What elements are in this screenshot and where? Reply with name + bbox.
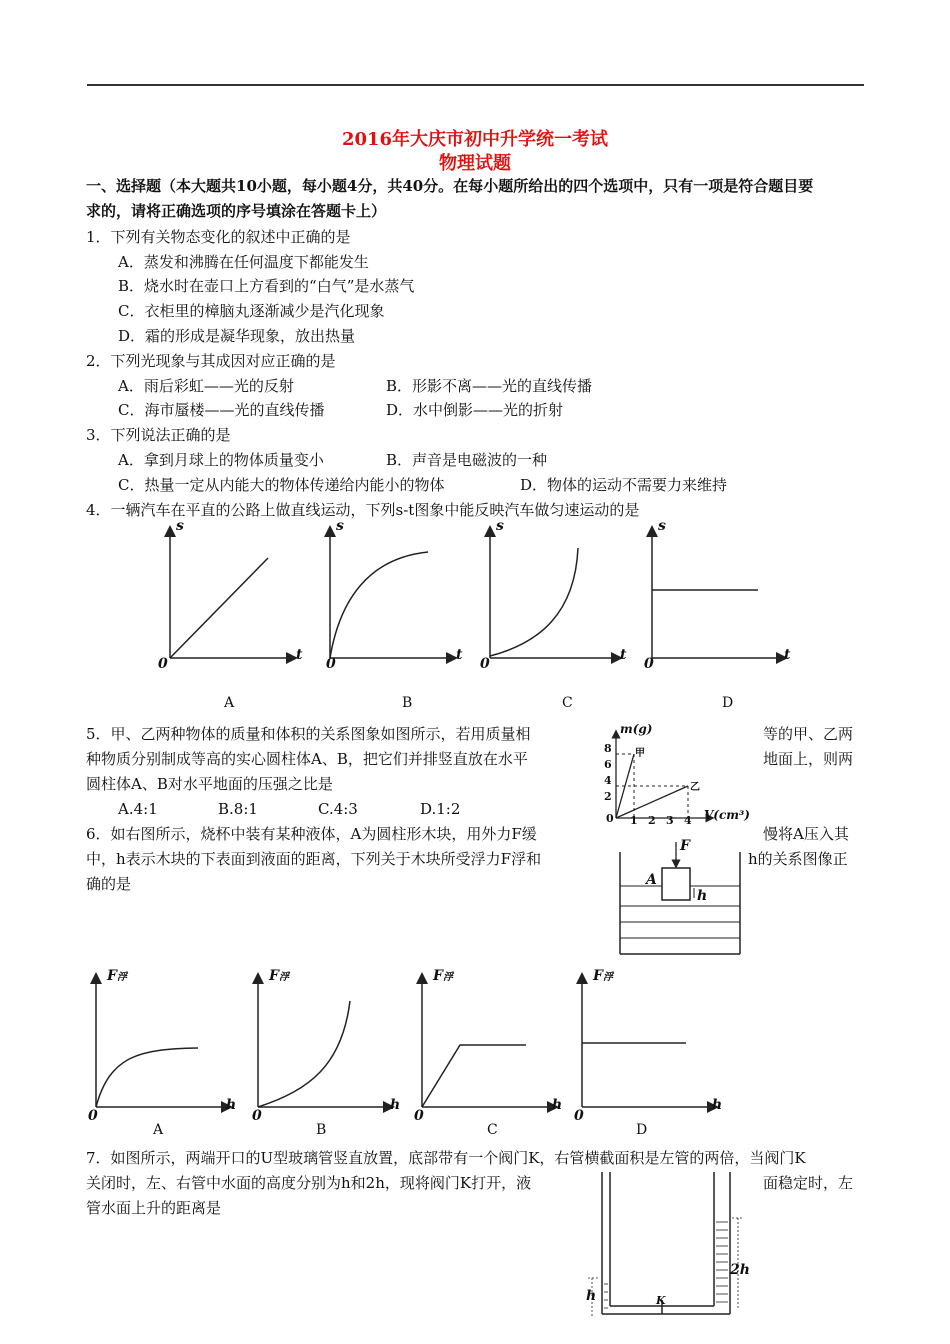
- q6-graph-a: [96, 975, 230, 1107]
- q4-c-ylabel: s: [496, 518, 504, 534]
- q4-curve-b: [330, 552, 428, 658]
- q5-line1b: 等的甲、乙两: [763, 725, 854, 743]
- q6-c-xlabel: h: [552, 1097, 563, 1113]
- q5-xlabel: V(cm³): [704, 808, 750, 822]
- q6-d-ylabel: F浮: [593, 968, 613, 984]
- q6-fig-block-label: A: [646, 872, 657, 888]
- q7-line2b: 面稳定时，左: [763, 1174, 854, 1192]
- q5-xtick-3: 3: [666, 814, 674, 827]
- q6-d-origin: 0: [574, 1108, 584, 1124]
- q4-d-ylabel: s: [658, 518, 666, 534]
- q5-line2b: 地面上，则两: [763, 750, 854, 768]
- q6-graphs: [80, 965, 730, 1125]
- q6-b-xlabel: h: [390, 1097, 401, 1113]
- q4-stem: 4．一辆汽车在平直的公路上做直线运动，下列s-t图象中能反映汽车做匀速运动的是: [86, 501, 640, 519]
- q4-label-b: B: [402, 695, 413, 711]
- q1-stem: 1．下列有关物态变化的叙述中正确的是: [86, 228, 351, 246]
- q7-line3: 管水面上升的距离是: [86, 1199, 222, 1217]
- q5-ytick-4: 4: [604, 774, 612, 787]
- q6-line1a: 6．如右图所示，烧杯中装有某种液体，A为圆柱形木块，用外力F缓: [86, 825, 537, 843]
- q4-a-origin: 0: [158, 656, 168, 672]
- q6-graph-b: [258, 975, 392, 1107]
- exam-title: 2016年大庆市初中升学统一考试: [341, 129, 609, 150]
- q6-label-c: C: [487, 1122, 498, 1138]
- q6-curve-a: [96, 1048, 198, 1107]
- q6-a-origin: 0: [88, 1108, 98, 1124]
- q6-label-a: A: [153, 1122, 164, 1138]
- q7-fig-h: h: [586, 1288, 597, 1304]
- q3-option-d: D．物体的运动不需要力来维持: [520, 476, 728, 494]
- q6-b-ylabel: F浮: [269, 968, 289, 984]
- q2-option-a: A．雨后彩虹——光的反射: [118, 377, 294, 395]
- q4-d-xlabel: t: [784, 647, 791, 663]
- q5-origin: 0: [606, 812, 614, 825]
- q4-d-origin: 0: [644, 656, 654, 672]
- q2-option-d: D．水中倒影——光的折射: [386, 401, 564, 419]
- q5-line2a: 种物质分别制成等高的实心圆柱体A、B，把它们并排竖直放在水平: [86, 750, 528, 768]
- q7-line2a: 关闭时，左、右管中水面的高度分别为h和2h，现将阀门K打开，液: [86, 1174, 532, 1192]
- q4-a-xlabel: t: [296, 647, 303, 663]
- q7-u-tube-figure: [584, 1168, 754, 1328]
- q2-stem: 2．下列光现象与其成因对应正确的是: [86, 352, 336, 370]
- q4-c-origin: 0: [480, 656, 490, 672]
- q1-option-a: A．蒸发和沸腾在任何温度下都能发生: [118, 253, 369, 271]
- q4-graph-b: [330, 528, 455, 658]
- q7-line1: 7．如图所示，两端开口的U型玻璃管竖直放置，底部带有一个阀门K，右管横截面积是左管的两倍，当阀门K: [86, 1149, 806, 1167]
- section-heading-1: 一、选择题（本大题共10小题，每小题4分，共40分。在每小题所给出的四个选项中，只有一项是符合题目要: [86, 177, 814, 195]
- q6-fig-force-label: F: [680, 838, 690, 854]
- q3-option-c: C．热量一定从内能大的物体传递给内能小的物体: [118, 476, 445, 494]
- q1-option-d: D．霜的形成是凝华现象，放出热量: [118, 327, 356, 345]
- q4-label-a: A: [224, 695, 235, 711]
- q3-option-a: A．拿到月球上的物体质量变小: [118, 451, 324, 469]
- top-rule: [87, 84, 864, 86]
- q3-stem: 3．下列说法正确的是: [86, 426, 231, 444]
- q6-b-origin: 0: [252, 1108, 262, 1124]
- q6-label-b: B: [316, 1122, 327, 1138]
- q4-c-xlabel: t: [620, 647, 627, 663]
- q6-label-d: D: [636, 1122, 648, 1138]
- q4-graph-c: [490, 528, 620, 658]
- section-heading-2: 求的，请将正确选项的序号填涂在答题卡上）: [86, 202, 387, 220]
- q5-ytick-2: 2: [604, 790, 612, 803]
- q4-graph-d: [652, 528, 785, 658]
- q5-xtick-4: 4: [684, 814, 692, 827]
- exam-subtitle: 物理试题: [439, 153, 511, 174]
- q4-b-origin: 0: [326, 656, 336, 672]
- q6-line1b: 慢将A压入其: [763, 825, 849, 843]
- q5-xtick-2: 2: [648, 814, 656, 827]
- q6-line2a: 中，h表示木块的下表面到液面的距离，下列关于木块所受浮力F浮和: [86, 850, 542, 868]
- q4-label-d: D: [722, 695, 734, 711]
- q5-option-d: D.1:2: [420, 800, 461, 818]
- q6-graph-d: [582, 975, 716, 1107]
- q5-xtick-1: 1: [630, 814, 638, 827]
- q6-c-origin: 0: [414, 1108, 424, 1124]
- q6-block-a: [662, 868, 690, 900]
- q7-fig-2h: 2h: [730, 1262, 750, 1278]
- q5-line1a: 5．甲、乙两种物体的质量和体积的关系图象如图所示，若用质量相: [86, 725, 531, 743]
- q4-b-xlabel: t: [456, 647, 463, 663]
- q6-graph-c: [422, 975, 556, 1107]
- q5-option-c: C.4:3: [318, 800, 358, 818]
- q7-fig-k: K: [656, 1294, 666, 1307]
- q4-curve-c: [490, 548, 578, 656]
- q4-curve-a: [170, 558, 268, 658]
- q5-ylabel: m(g): [620, 722, 653, 736]
- q4-label-c: C: [562, 695, 573, 711]
- q5-series-jia: 甲: [635, 748, 645, 759]
- q2-option-c: C．海市蜃楼——光的直线传播: [118, 401, 325, 419]
- q2-option-b: B．形影不离——光的直线传播: [386, 377, 593, 395]
- q6-fig-depth-label: h: [697, 888, 708, 904]
- q6-c-ylabel: F浮: [433, 968, 453, 984]
- q5-option-a: A.4:1: [118, 800, 158, 818]
- q6-a-xlabel: h: [226, 1097, 237, 1113]
- q6-line3: 确的是: [86, 875, 132, 893]
- q6-a-ylabel: F浮: [107, 968, 127, 984]
- q3-option-b: B．声音是电磁波的一种: [386, 451, 548, 469]
- q6-curve-b: [258, 1001, 350, 1107]
- q5-series-yi: 乙: [690, 782, 700, 793]
- q5-ytick-8: 8: [604, 742, 612, 755]
- q1-option-b: B．烧水时在壶口上方看到的“白气”是水蒸气: [118, 277, 415, 295]
- q5-option-b: B.8:1: [218, 800, 258, 818]
- q6-line2b: h的关系图像正: [748, 850, 848, 868]
- q4-b-ylabel: s: [336, 518, 344, 534]
- q4-a-ylabel: s: [176, 518, 184, 534]
- q4-graph-a: [170, 528, 295, 658]
- q6-d-xlabel: h: [712, 1097, 723, 1113]
- q5-line3: 圆柱体A、B对水平地面的压强之比是: [86, 775, 333, 793]
- q1-option-c: C．衣柜里的樟脑丸逐渐减少是汽化现象: [118, 302, 385, 320]
- q6-curve-c: [422, 1045, 526, 1107]
- q5-ytick-6: 6: [604, 758, 612, 771]
- q4-graphs: [150, 518, 800, 718]
